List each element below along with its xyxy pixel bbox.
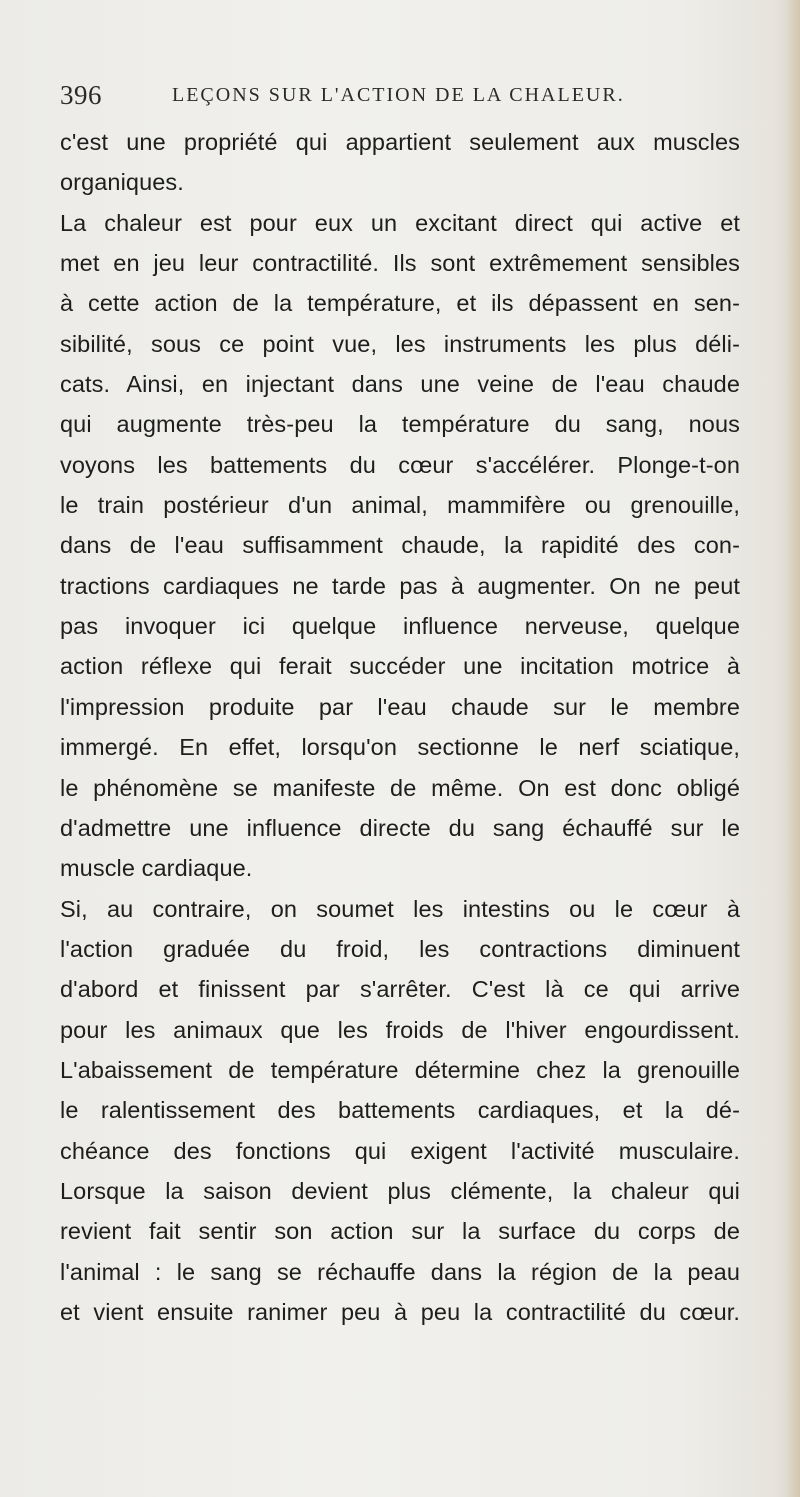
page-edge-shadow (786, 0, 800, 1497)
text-line: et vient ensuite ranimer peu à peu la contractilité du cœur. (60, 1298, 740, 1325)
text-line: action réflexe qui ferait succéder une incitation motrice à (60, 653, 740, 680)
text-line: l'action graduée du froid, les contractions diminuent (60, 935, 740, 962)
text-line: chéance des fonctions qui exigent l'activité musculaire. (60, 1137, 740, 1164)
text-line: pour les animaux que les froids de l'hiver engourdissent. (60, 1016, 740, 1043)
text-line: voyons les battements du cœur s'accélérer. Plonge-t-on (60, 451, 740, 478)
text-line: La chaleur est pour eux un excitant direct qui active et (60, 209, 740, 236)
text-line: muscle cardiaque. (60, 855, 253, 882)
text-line: revient fait sentir son action sur la surface du corps de (60, 1218, 740, 1245)
running-title: LEÇONS SUR L'ACTION DE LA CHALEUR. (172, 84, 625, 106)
text-line: d'abord et finissent par s'arrêter. C'est là ce qui arrive (60, 976, 740, 1003)
text-line: immergé. En effet, lorsqu'on sectionne le nerf sciatique, (60, 734, 740, 761)
text-line: qui augmente très-peu la température du sang, nous (60, 411, 740, 438)
text-line: pas invoquer ici quelque influence nerveuse, quelque (60, 613, 740, 640)
text-line: Lorsque la saison devient plus clémente, la chaleur qui (60, 1177, 740, 1204)
text-line: tractions cardiaques ne tarde pas à augmenter. On ne peut (60, 572, 740, 599)
text-line: l'impression produite par l'eau chaude sur le membre (60, 693, 740, 720)
text-line: Si, au contraire, on soumet les intestins ou le cœur à (60, 895, 740, 922)
running-head (60, 80, 740, 120)
text-line: le ralentissement des battements cardiaques, et la dé- (60, 1097, 740, 1124)
page-number: 396 (60, 80, 102, 110)
text-line: cats. Ainsi, en injectant dans une veine de l'eau chaude (60, 371, 740, 398)
text-line: le train postérieur d'un animal, mammifère ou grenouille, (60, 492, 740, 519)
text-line: organiques. (60, 169, 184, 196)
text-line: c'est une propriété qui appartient seulement aux muscles (60, 129, 740, 155)
text-line: dans de l'eau suffisamment chaude, la rapidité des con- (60, 532, 740, 559)
text-line: le phénomène se manifeste de même. On est donc obligé (60, 774, 740, 801)
text-line: à cette action de la température, et ils dépassent en sen- (60, 290, 740, 317)
text-line: l'animal : le sang se réchauffe dans la région de la peau (60, 1258, 740, 1285)
text-line: L'abaissement de température détermine chez la grenouille (60, 1056, 740, 1083)
text-line: met en jeu leur contractilité. Ils sont extrêmement sensibles (60, 250, 740, 277)
text-line: sibilité, sous ce point vue, les instruments les plus déli- (60, 330, 740, 357)
body-text (60, 122, 740, 1332)
text-line: d'admettre une influence directe du sang échauffé sur le (60, 814, 740, 841)
